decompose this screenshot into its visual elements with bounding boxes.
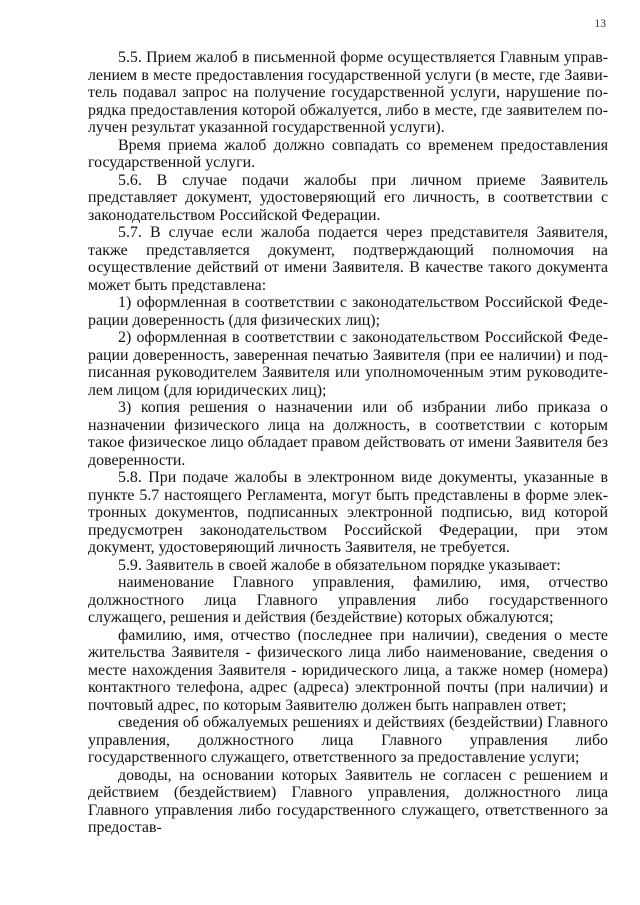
paragraph-5-8: 5.8. При подаче жалобы в электронном виде документы, указанные в пункте 5.7 настоящего Регламента, могут быть представлены в форме электронных документов, подписанных электронной подписью, вид которой предусмотрен законодательством Российской Федерации, при этом документ, удостоверяющий личность Заявителя, не требуется. xyxy=(88,469,608,556)
page-number: 13 xyxy=(594,18,606,30)
list-item-3: 3) копия решения о назначении или об избрании либо приказа о назначении физического лица на должность, в соответствии с которым такое физическое лицо обладает правом действовать от имени Заявителя без доверенности. xyxy=(88,399,608,469)
paragraph-reception-time: Время приема жалоб должно совпадать со временем предоставления государственной услуги. xyxy=(88,136,608,171)
requirement-applicant-details: фамилию, имя, отчество (последнее при наличии), сведения о месте жительства Заявителя - физического лица либо наименование, сведения о месте нахождения Заявителя - юридического лица, а также номер (номера) контактного телефона, адрес (адреса) электронной почты (при наличии) и почтовый адрес, по которым Заявителю должен быть направлен ответ; xyxy=(88,626,608,714)
requirement-arguments: доводы, на основании которых Заявитель не согласен с решением и действием (бездействием) Главного управления, должностного лица Главного управления либо государственного служащего, ответственного за предостав- xyxy=(88,766,608,836)
paragraph-5-5: 5.5. Прием жалоб в письменной форме осуществляется Главным управлением в месте предоставления государственной услуги (в месте, где Заявитель подавал запрос на получение государственной услуги, нарушение порядка предоставления которой обжалуется, либо в месте, где заявителем получен результат указанной государственной услуги). xyxy=(88,49,608,136)
paragraph-5-6: 5.6. В случае подачи жалобы при личном приеме Заявитель представляет документ, удостоверяющий его личность, в соответствии с законодательством Российской Федерации. xyxy=(88,171,608,224)
paragraph-5-9: 5.9. Заявитель в своей жалобе в обязательном порядке указывает: xyxy=(118,556,561,574)
requirement-authority-name: наименование Главного управления, фамилию, имя, отчество должностного лица Главного управления либо государственного служащего, решения и действия (бездействие) которых обжалуются; xyxy=(88,574,608,626)
paragraph-5-7: 5.7. В случае если жалоба подается через представителя Заявителя, также представляется документ, подтверждающий полномочия на осуществление действий от имени Заявителя. В качестве такого документа может быть представлена: xyxy=(88,224,608,294)
list-item-2: 2) оформленная в соответствии с законодательством Российской Федерации доверенность, заверенная печатью Заявителя (при ее наличии) и подписанная руководителем Заявителя или уполномоченным этим руководителем лицом (для юридических лиц); xyxy=(88,329,608,399)
list-item-1: 1) оформленная в соответствии с законодательством Российской Федерации доверенность (для физических лиц); xyxy=(88,294,608,329)
requirement-appealed-decisions: сведения об обжалуемых решениях и действиях (бездействии) Главного управления, должностного лица Главного управления либо государственного служащего, ответственного за предоставление услуги; xyxy=(88,714,608,766)
document-body xyxy=(88,49,608,837)
